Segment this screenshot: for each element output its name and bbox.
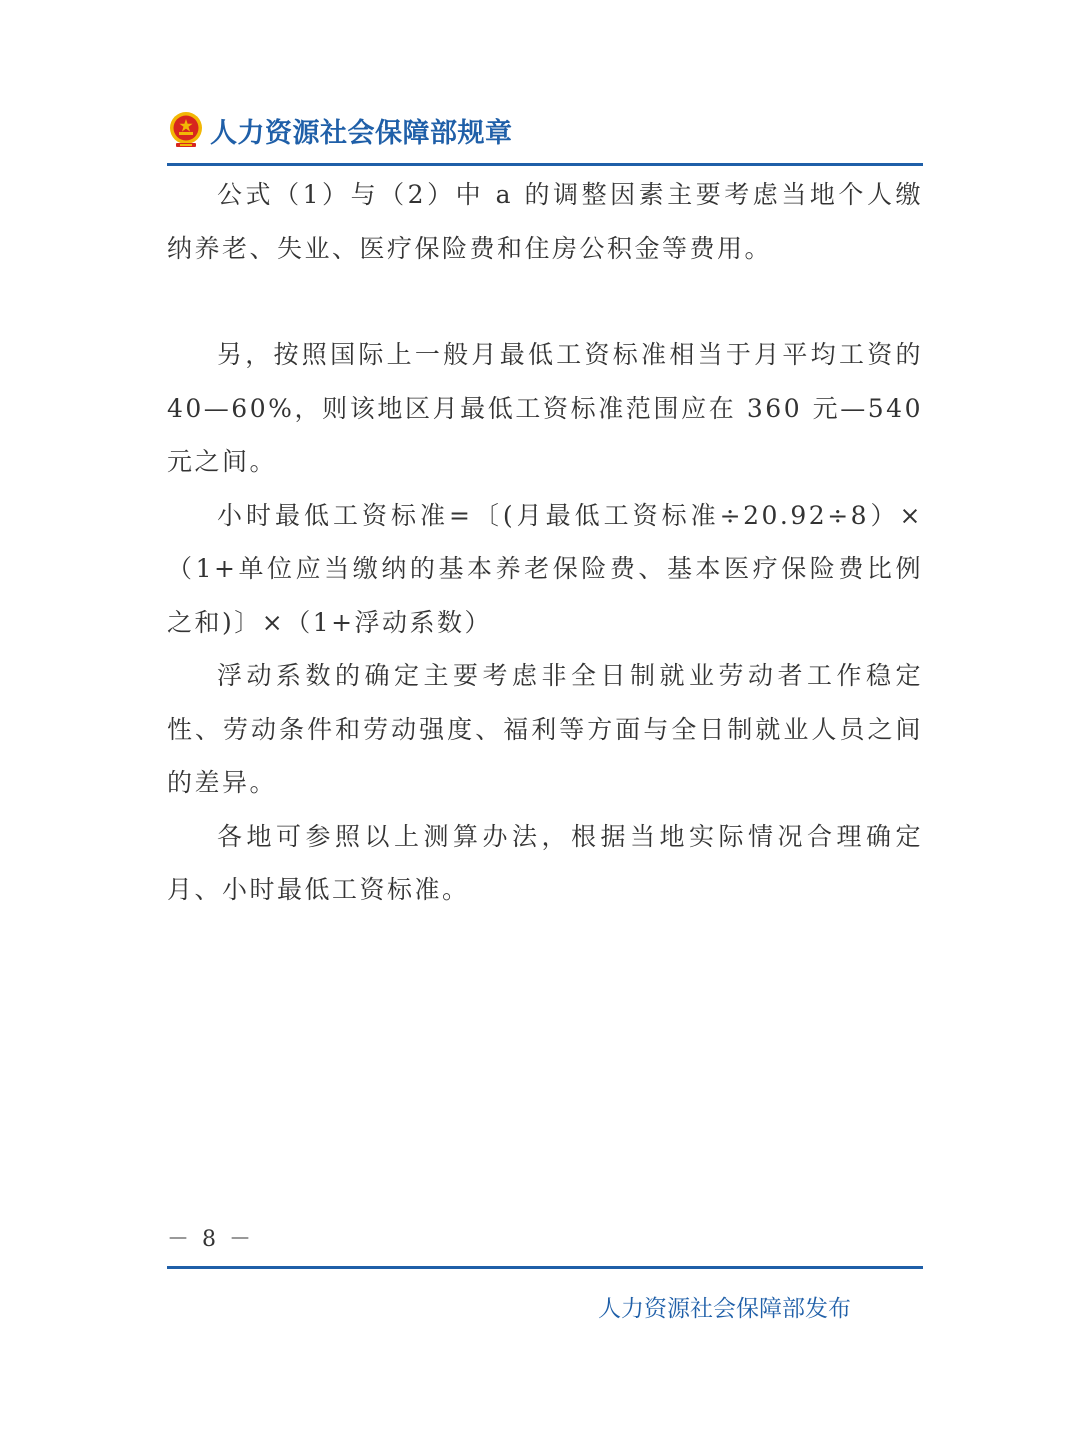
paragraph: 小时最低工资标准=〔(月最低工资标准÷20.92÷8）×（1+单位应当缴纳的基本养老保险费、基本医疗保险费比例之和)〕×（1+浮动系数） — [167, 500, 923, 637]
footer-divider — [167, 1266, 923, 1269]
footer-publisher: 人力资源社会保障部发布 — [598, 1296, 851, 1322]
paragraph: 公式（1）与（2）中 a 的调整因素主要考虑当地个人缴纳养老、失业、医疗保险费和住房公积金等费用。 — [167, 180, 923, 263]
national-emblem-icon — [168, 110, 204, 150]
paragraph: 各地可参照以上测算办法，根据当地实际情况合理确定月、小时最低工资标准。 — [167, 821, 923, 904]
header-divider — [167, 163, 923, 166]
header-title: 人力资源社会保障部规章 — [210, 117, 513, 149]
paragraph: 另，按照国际上一般月最低工资标准相当于月平均工资的40—60%，则该地区月最低工资标准范围应在 360 元—540 元之间。 — [167, 340, 923, 476]
document-header — [168, 110, 513, 150]
page-number: － 8 － — [167, 1227, 254, 1252]
document-body — [167, 168, 923, 917]
paragraph: 浮动系数的确定主要考虑非全日制就业劳动者工作稳定性、劳动条件和劳动强度、福利等方面与全日制就业人员之间的差异。 — [167, 661, 923, 797]
